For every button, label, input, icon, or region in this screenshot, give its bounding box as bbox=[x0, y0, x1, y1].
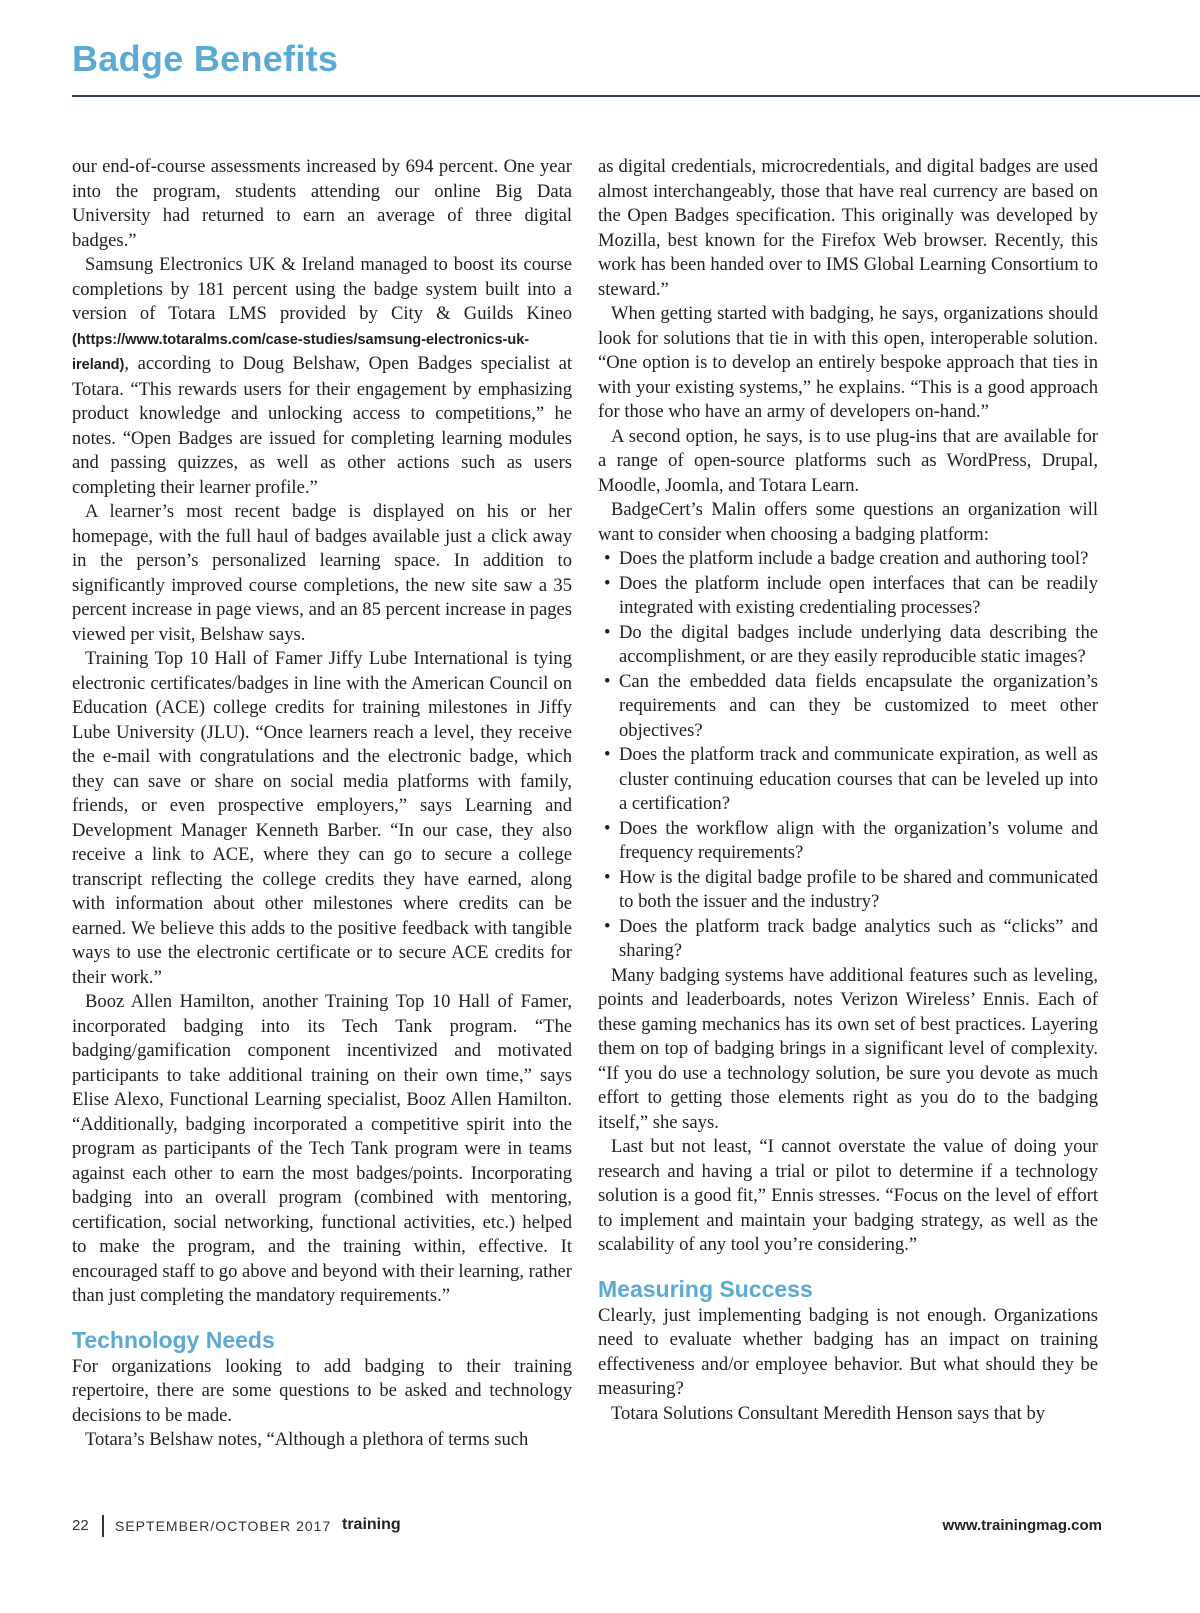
list-item: • Do the digital badges include underlying data describing the accomplishment, or are they easily reproducible static images? bbox=[604, 621, 1098, 667]
bullet-icon: • bbox=[604, 866, 611, 888]
case-study-link[interactable]: (https://www.totaralms.com/case-studies/samsung-electronics-uk-ireland) bbox=[72, 331, 530, 373]
section-heading-technology-needs: Technology Needs bbox=[72, 1326, 275, 1353]
bullet-icon: • bbox=[604, 915, 611, 937]
paragraph-text: Samsung Electronics UK & Ireland managed to boost its course completions by 181 percent using the badge system built into a version of Totara LMS provided by City & Guilds Kineo bbox=[72, 254, 572, 324]
page-section-title: Badge Benefits bbox=[72, 38, 339, 79]
question-list bbox=[598, 547, 1098, 964]
paragraph: Booz Allen Hamilton, another Training Top 10 Hall of Famer, incorporated badging into its Tech Tank program. “The badging/gamification component incentivized and motivated participants to take additional training on their own time,” says Elise Alexo, Functional Learning specialist, Booz Allen Hamilton. “Additionally, badging incorporated a competitive spirit into the program as participants of the Tech Tank program were in teams against each other to earn the most badges/points. Incorporating badging into an overall program (combined with mentoring, certification, social networking, functional activities, etc.) helped to make the program, and the training within, effective. It encouraged staff to go above and beyond with their learning, rather than just completing the mandatory requirements.” bbox=[72, 991, 572, 1306]
paragraph: A second option, he says, is to use plug-ins that are available for a range of open-source platforms such as WordPress, Drupal, Moodle, Joomla, and Totara Learn. bbox=[598, 425, 1098, 496]
list-item: • Does the platform include a badge creation and authoring tool? bbox=[598, 547, 1098, 572]
paragraph: Last but not least, “I cannot overstate the value of doing your research and having a trial or pilot to determine if a technology solution is a good fit,” Ennis stresses. “Focus on the level of effort to implement and maintain your badging strategy, as well as the scalability of any tool you’re considering.” bbox=[598, 1136, 1098, 1255]
paragraph: For organizations looking to add badging to their training repertoire, there are some questions to be asked and technology decisions to be made. bbox=[72, 1355, 572, 1426]
list-item: • Does the platform track badge analytics such as “clicks” and sharing? bbox=[604, 915, 1098, 961]
left-column bbox=[72, 155, 572, 1453]
bullet-icon: • bbox=[604, 744, 611, 765]
website-link[interactable]: www.trainingmag.com bbox=[942, 1517, 1102, 1534]
paragraph: BadgeCert’s Malin offers some questions an organization will want to consider when choosing a badging platform: bbox=[598, 499, 1098, 545]
paragraph: as digital credentials, microcredentials, and digital badges are used almost interchangeably, those that have real currency are based on the Open Badges specification. This originally was developed by Mozilla, best known for the Firefox Web browser. Recently, this work has been handed over to IMS Global Learning Consortium to steward.” bbox=[598, 156, 1098, 300]
header-divider bbox=[72, 95, 1200, 97]
bullet-icon: • bbox=[604, 670, 611, 692]
footer-divider bbox=[102, 1515, 104, 1537]
paragraph: Totara’s Belshaw notes, “Although a plethora of terms such bbox=[85, 1429, 529, 1450]
paragraph bbox=[72, 253, 572, 500]
bullet-icon: • bbox=[604, 621, 611, 643]
paragraph: our end-of-course assessments increased by 694 percent. One year into the program, students attending our online Big Data University had returned to earn an average of three digital badges.” bbox=[72, 156, 572, 251]
paragraph: Clearly, just implementing badging is not enough. Organizations need to evaluate whether badging has an impact on training effectiveness and/or employee behavior. But what should they be measuring? bbox=[598, 1304, 1098, 1399]
list-item: • Does the platform include open interfaces that can be readily integrated with existing credentialing processes? bbox=[604, 572, 1098, 618]
magazine-name: training bbox=[342, 1516, 401, 1533]
right-column bbox=[598, 155, 1098, 1426]
bullet-icon: • bbox=[604, 548, 611, 569]
bullet-icon: • bbox=[604, 817, 611, 839]
paragraph: Totara Solutions Consultant Meredith Henson says that by bbox=[611, 1402, 1046, 1424]
paragraph: A learner’s most recent badge is displayed on his or her homepage, with the full haul of badges available just a click away in the person’s personalized learning space. In addition to significantly improved course completions, the new site saw a 35 percent increase in page views, and an 85 percent increase in pages viewed per visit, Belshaw says. bbox=[72, 501, 572, 645]
page-number: 22 bbox=[72, 1517, 89, 1534]
bullet-icon: • bbox=[604, 572, 611, 594]
list-item: • Does the platform track and communicate expiration, as well as cluster continuing education courses that can be leveled up into a certification? bbox=[604, 744, 1098, 814]
list-item: • Does the workflow align with the organization’s volume and frequency requirements? bbox=[604, 817, 1098, 863]
paragraph: Many badging systems have additional features such as leveling, points and leaderboards, notes Verizon Wireless’ Ennis. Each of these gaming mechanics has its own set of best practices. Layering them on top of badging brings in a significant level of complexity. “If you do use a technology solution, be sure you devote as much effort to getting those elements right as you do to the badging itself,” she says. bbox=[598, 964, 1098, 1133]
paragraph-text: , according to Doug Belshaw, Open Badges specialist at Totara. “This rewards users for their engagement by emphasizing product knowledge and unlocking access to competitions,” he notes. “Open Badges are issued for completing learning modules and passing quizzes, as well as other actions such as users completing their learner profile.” bbox=[72, 353, 572, 498]
list-item: • Can the embedded data fields encapsulate the organization’s requirements and can they be customized to meet other objectives? bbox=[604, 670, 1098, 741]
list-item: • How is the digital badge profile to be shared and communicated to both the issuer and the industry? bbox=[604, 866, 1098, 912]
issue-date: SEPTEMBER/OCTOBER 2017 bbox=[115, 1518, 332, 1534]
page-footer bbox=[72, 1515, 1102, 1539]
paragraph: When getting started with badging, he says, organizations should look for solutions that tie in with this open, interoperable solution. “One option is to develop an entirely bespoke approach that ties in with your existing systems,” he explains. “This is a good approach for those who have an army of developers on-hand.” bbox=[598, 303, 1098, 422]
section-heading-measuring-success: Measuring Success bbox=[598, 1275, 813, 1302]
paragraph: Training Top 10 Hall of Famer Jiffy Lube International is tying electronic certificates/badges in line with the American Council on Education (ACE) college credits for training milestones in Jiffy Lube University (JLU). “Once learners reach a level, they receive the e-mail with congratulations and the electronic badge, which they can save or share on social media platforms with family, friends, or even prospective employers,” says Learning and Development Manager Kenneth Barber. “In our case, they also receive a link to ACE, where they can go to secure a college transcript reflecting the college credits they have earned, along with information about other milestones where credits can be earned. We believe this adds to the positive feedback with tangible ways to use the electronic certificate or to secure ACE credits for their work.” bbox=[72, 648, 572, 988]
